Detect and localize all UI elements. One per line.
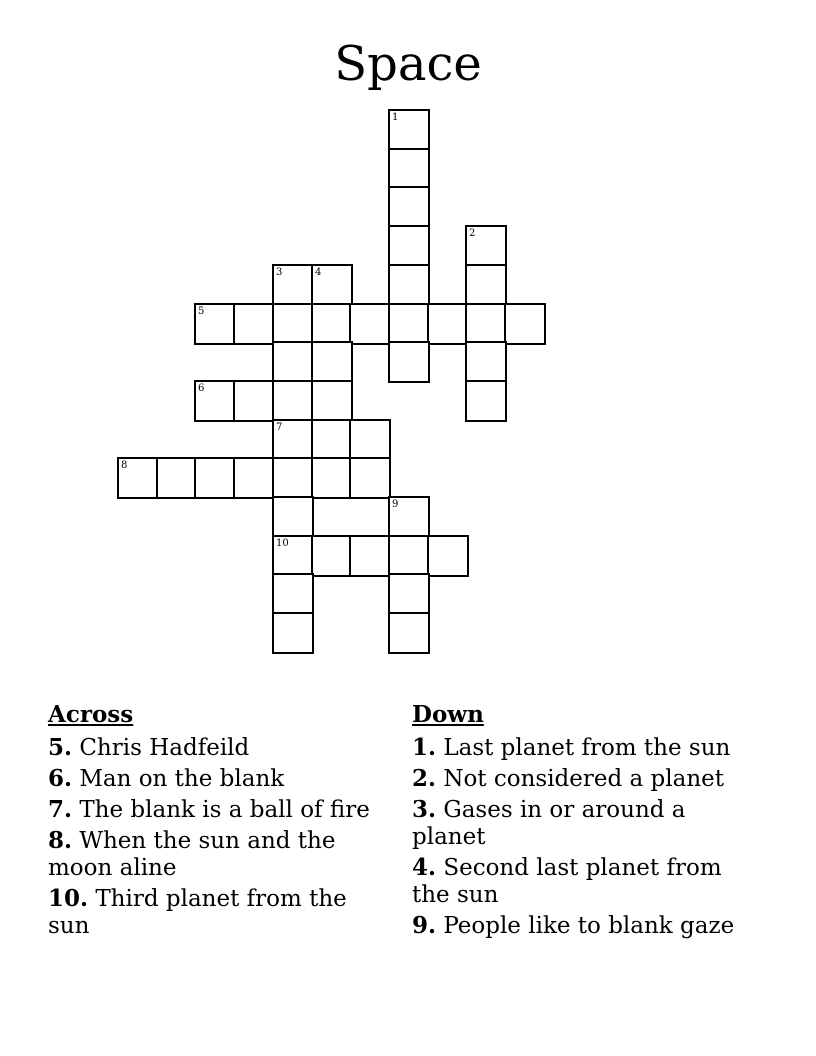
grid-cell[interactable] [349,535,391,577]
cell-number: 7 [276,422,283,433]
clue-text: Third planet from the sun [48,886,347,939]
grid-cell[interactable] [194,303,236,345]
grid-cell[interactable] [233,303,275,345]
grid-cell[interactable] [388,109,430,151]
clue-text: People like to blank gaze [443,913,735,939]
grid-cell[interactable] [272,264,314,306]
grid-cell[interactable] [388,186,430,228]
clue-number: 1. [412,734,437,761]
clue-number: 6. [48,765,73,792]
grid-cell[interactable] [427,535,469,577]
grid-cell[interactable] [194,457,236,499]
clue-text: Chris Hadfeild [79,735,250,761]
grid-cell[interactable] [311,264,353,306]
clue-number: 10. [48,885,89,912]
grid-cell[interactable] [311,303,353,345]
grid-cell[interactable] [388,573,430,615]
grid-cell[interactable] [272,419,314,461]
grid-cell[interactable] [388,341,430,383]
clue-item [412,796,757,851]
cell-number: 3 [276,267,283,278]
grid-cell[interactable] [388,612,430,654]
grid-cell[interactable] [311,380,353,422]
down-clue-list [412,734,757,940]
grid-cell[interactable] [272,303,314,345]
grid-cell[interactable] [272,535,314,577]
clue-item [412,734,757,762]
cell-number: 4 [315,267,322,278]
clue-text: Man on the blank [79,766,285,792]
grid-cell[interactable] [156,457,198,499]
grid-cell[interactable] [465,303,507,345]
cell-number: 2 [469,228,476,239]
grid-cell[interactable] [272,380,314,422]
grid-cell[interactable] [272,341,314,383]
grid-cell[interactable] [465,264,507,306]
grid-cell[interactable] [465,225,507,267]
grid-cell[interactable] [388,303,430,345]
grid-cell[interactable] [233,380,275,422]
grid-cell[interactable] [349,419,391,461]
grid-cell[interactable] [427,303,469,345]
grid-cell[interactable] [388,535,430,577]
grid-cell[interactable] [349,303,391,345]
clue-item [412,854,757,909]
page-title: Space [334,36,482,92]
clue-item [48,885,393,940]
grid-cell[interactable] [349,457,391,499]
clue-item [412,765,757,793]
grid-cell[interactable] [388,148,430,190]
grid-cell[interactable] [311,457,353,499]
clue-item [48,796,393,824]
across-clue-list [48,734,393,940]
grid-cell[interactable] [311,535,353,577]
clue-item [48,827,393,882]
cell-number: 6 [198,383,205,394]
clue-number: 8. [48,827,73,854]
clue-item [48,734,393,762]
clue-item [48,765,393,793]
clue-number: 3. [412,796,437,823]
grid-cell[interactable] [194,380,236,422]
cell-number: 5 [198,306,205,317]
grid-cell[interactable] [504,303,546,345]
grid-cell[interactable] [272,496,314,538]
cell-number: 10 [276,538,289,549]
grid-cell[interactable] [388,264,430,306]
clue-text: Not considered a planet [443,766,725,792]
grid-cell[interactable] [272,457,314,499]
grid-cell[interactable] [117,457,159,499]
cell-number: 9 [392,499,399,510]
clue-number: 9. [412,912,437,939]
grid-cell[interactable] [311,341,353,383]
clue-number: 5. [48,734,73,761]
clue-number: 7. [48,796,73,823]
cell-number: 1 [392,112,399,123]
grid-cell[interactable] [311,419,353,461]
cell-number: 8 [121,460,128,471]
grid-cell[interactable] [272,573,314,615]
grid-cell[interactable] [233,457,275,499]
clue-number: 4. [412,854,437,881]
clue-text: Gases in or around a planet [412,797,686,850]
clue-text: When the sun and the moon aline [48,828,336,881]
across-clues-section [48,700,393,943]
across-heading: Across [48,701,134,728]
grid-cell[interactable] [465,341,507,383]
down-heading: Down [412,701,484,728]
down-clues-section [412,700,757,943]
grid-cell[interactable] [272,612,314,654]
clue-text: Last planet from the sun [443,735,731,761]
clue-item [412,912,757,940]
grid-cell[interactable] [388,225,430,267]
clue-number: 2. [412,765,437,792]
grid-cell[interactable] [465,380,507,422]
grid-cell[interactable] [388,496,430,538]
clue-text: Second last planet from the sun [412,855,722,908]
clue-text: The blank is a ball of fire [79,797,370,823]
